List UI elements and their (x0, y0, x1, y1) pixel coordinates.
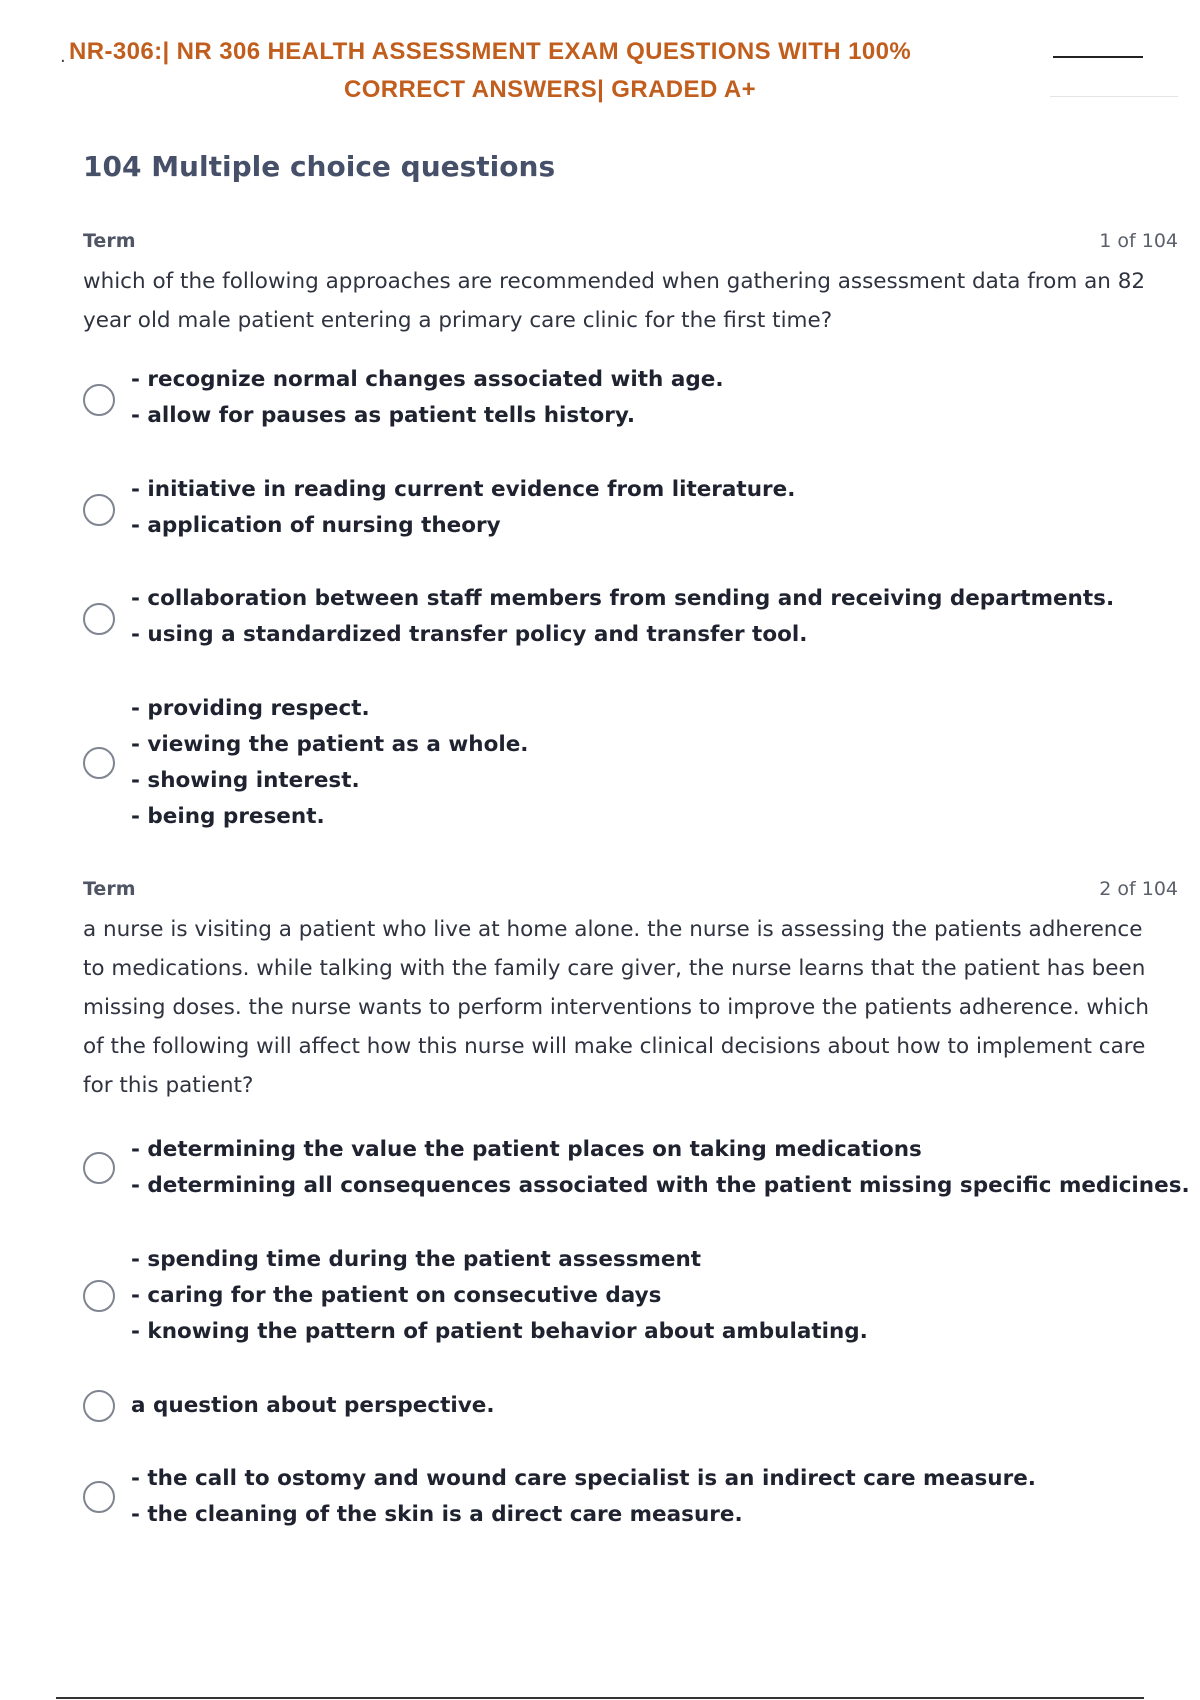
option-text: - recognize normal changes associated with age. - allow for pauses as patient tells history. (131, 367, 724, 428)
term-label: Term (83, 230, 136, 252)
document-title-line1: NR-306:| NR 306 HEALTH ASSESSMENT EXAM QUESTIONS WITH 100% (69, 38, 912, 65)
radio-button[interactable] (83, 494, 115, 526)
radio-button[interactable] (83, 603, 115, 635)
option-text: - collaboration between staff members from sending and receiving departments. - using a standardized transfer policy and transfer tool. (131, 586, 1115, 647)
option-text: - determining the value the patient places on taking medications - determining all consequences associated with the patient missing specific medicines. (131, 1137, 1190, 1198)
term-count: 2 of 104 (1099, 878, 1178, 900)
header-rule (1053, 56, 1143, 58)
option-text: - providing respect. - viewing the patient as a whole. - showing interest. - being present. (131, 696, 529, 829)
document-header (0, 32, 1200, 112)
question-text: which of the following approaches are recommended when gathering assessment data from an 82 year old male patient entering a primary care clinic for the first time? (83, 269, 1146, 333)
radio-button[interactable] (83, 1280, 115, 1312)
term-header (83, 878, 1178, 900)
header-rule-faint (1050, 96, 1178, 97)
document-title-line2: CORRECT ANSWERS| GRADED A+ (343, 76, 757, 103)
option-text: - the call to ostomy and wound care specialist is an indirect care measure. - the cleaning of the skin is a direct care measure. (131, 1466, 1036, 1527)
option-text: a question about perspective. (131, 1393, 495, 1418)
section-title: 104 Multiple choice questions (83, 150, 556, 183)
radio-button[interactable] (83, 1390, 115, 1422)
term-label: Term (83, 878, 136, 900)
page-bottom-rule (56, 1697, 1144, 1699)
radio-button[interactable] (83, 747, 115, 779)
term-header (83, 230, 1178, 252)
option-text: - initiative in reading current evidence from literature. - application of nursing theory (131, 477, 796, 538)
question-text: a nurse is visiting a patient who live at home alone. the nurse is assessing the patients adherence to medications. while talking with the family care giver, the nurse learns that the patient has been missing doses. the nurse wants to perform interventions to improve the patients adherence. which of the following will affect how this nurse will make clinical decisions about how to implement care for this patient? (83, 917, 1150, 1098)
radio-button[interactable] (83, 384, 115, 416)
radio-button[interactable] (83, 1152, 115, 1184)
bullet-mark: . (60, 46, 66, 67)
term-count: 1 of 104 (1099, 230, 1178, 252)
radio-button[interactable] (83, 1481, 115, 1513)
option-text: - spending time during the patient assessment - caring for the patient on consecutive days - knowing the pattern of patient behavior about ambulating. (131, 1247, 868, 1344)
